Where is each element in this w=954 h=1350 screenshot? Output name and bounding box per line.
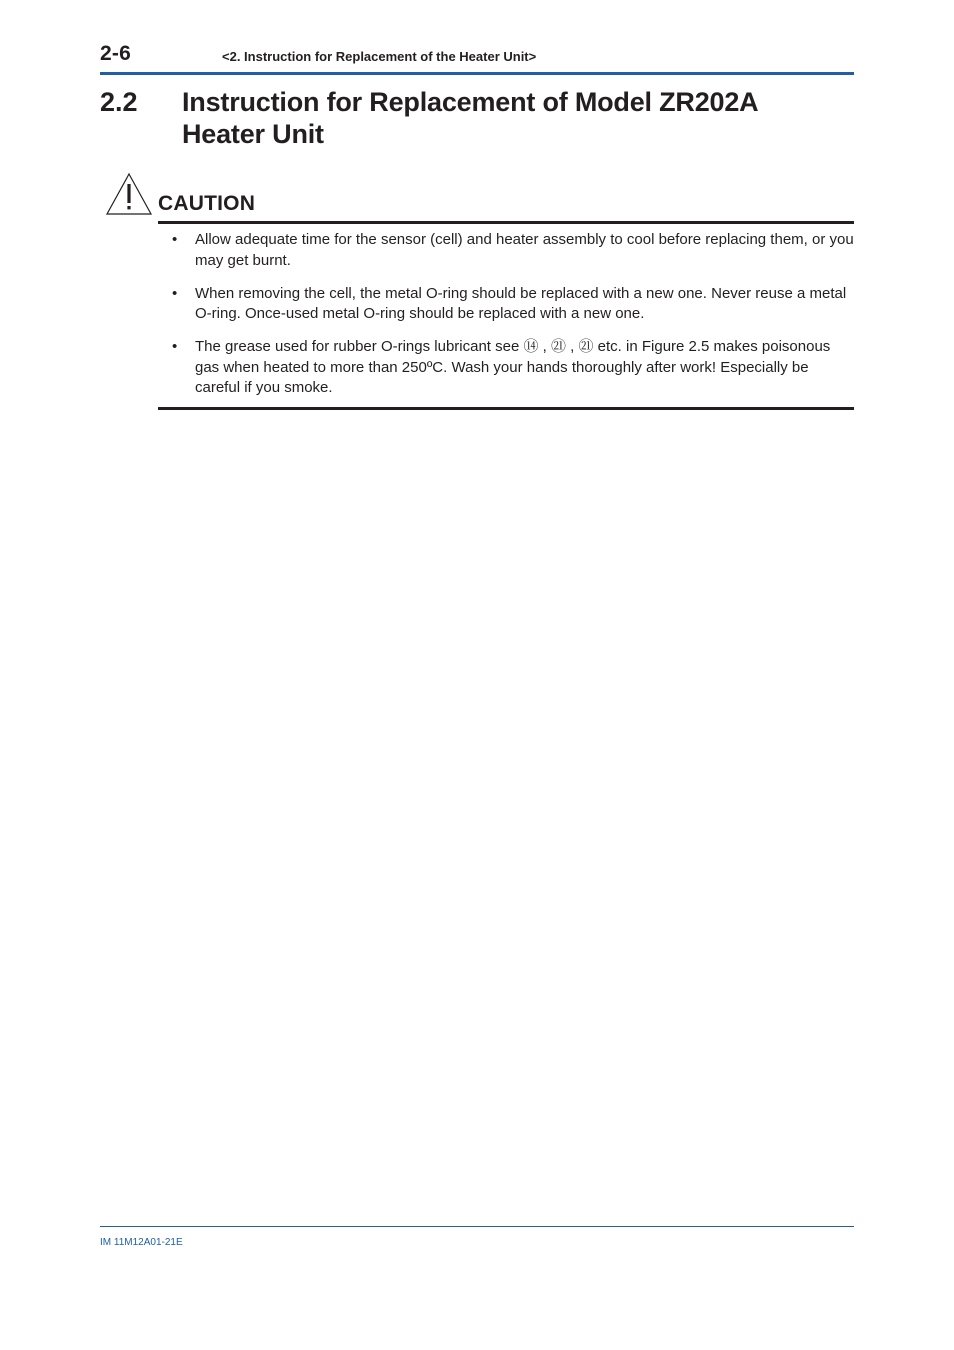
caution-list [158,230,854,411]
caution-text: The grease used for rubber O-rings lubricant see ⑭ , ㉑ , ㉑ etc. in Figure 2.5 makes poisonous gas when heated to more than 250ºC. Wash your hands thoroughly after work! Especially be careful if you smoke. [195,338,831,396]
bullet: • [172,338,178,355]
bullet: • [172,231,178,248]
page-number: 2-6 [100,42,131,65]
caution-rule-top [158,221,854,224]
chapter-header: <2. Instruction for Replacement of the Heater Unit> [222,49,537,64]
caution-text: Allow adequate time for the sensor (cell) and heater assembly to cool before replacing them, or you may get burnt. [195,231,854,269]
caution-item [158,284,854,325]
warning-triangle-icon [105,172,153,216]
section-title: Instruction for Replacement of Model ZR202A Heater Unit [182,87,758,149]
caution-rule-bottom [158,407,854,410]
caution-item [158,230,854,271]
caution-label: CAUTION [158,192,256,215]
footer-rule [100,1226,854,1227]
document-id: IM 11M12A01-21E [100,1237,183,1248]
bullet: • [172,284,178,302]
caution-item [158,337,854,399]
section-number: 2.2 [100,87,138,117]
header-rule [100,72,854,75]
caution-text: When removing the cell, the metal O-ring should be replaced with a new one. Never reuse a metal O-ring. Once-used metal O-ring should be replaced with a new one. [195,284,847,322]
